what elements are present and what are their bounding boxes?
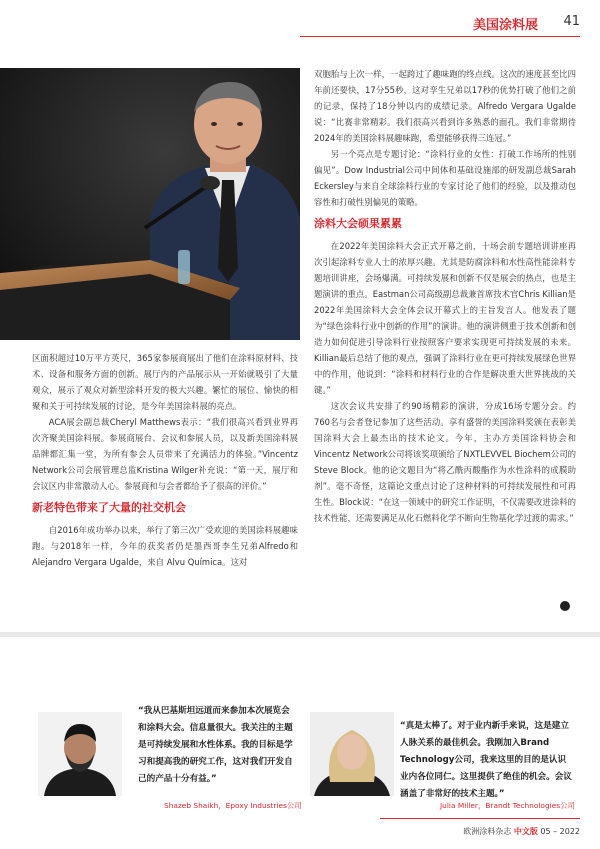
magazine-name: 欧洲涂料杂志 (463, 827, 512, 836)
quote-attribution: Shazeb Shaikh，Epoxy Industries公司 (164, 801, 302, 810)
paragraph: 另一个亮点是专题讨论：“涂料行业的女性：打破工作场所的性别偏见”。Dow Industrial公司中间体和基础设施部的研发副总裁Sarah Eckersley与来自全球涂料行业的专家讨论了他们的经验，以及推动包容性和打破性别偏见的策略。 (314, 149, 576, 207)
paragraph: 在2022年美国涂料大会正式开幕之前，十场会前专题培训讲座再次引起涂料专业人士的浓厚兴趣。尤其是防腐涂料和水性高性能涂料专题培训讲座，会场爆满。可持续发展和创新不仅是展会的热点，也是主题演讲的重点。Eastman公司高级副总裁兼首席技术官Chris Killian是2022年美国涂料大会全体会议开幕式上的主旨发言人。他发表了题为“绿色涂料行业中创新的作用”的演讲。他的演讲侧重于技术创新和创造力如何促进引导涂料行业按照客户要求实现更可持续发展的未来。Killian最后总结了他的观点，强调了涂料行业在更可持续发展绿色世界中的作用，他说到：“涂料和材料行业的合作是解决重大世界挑战的关键。” (314, 241, 576, 395)
quote-attribution: Julia Miller，Brandt Technologies公司 (440, 801, 575, 810)
quote-text: “真是太棒了。对于业内新手来说，这是建立人脉关系的最佳机会。我刚加入Brand Technology公司，我来这里的目的是认识业内各位同仁。这里提供了绝佳的机会。会议涵盖了非常好的技术主题。” (400, 721, 572, 799)
page-number: 41 (563, 14, 580, 29)
quote-text: “我从巴基斯坦远道而来参加本次展览会和涂料大会。信息量很大。我关注的主题是可持续发展和水性体系。我的目标是学习和提高我的研究工作，这对我们开发自己的产品十分有益。” (138, 706, 293, 784)
issue-label: 05 – 2022 (540, 827, 580, 836)
portrait-shazeb-shaikh (38, 712, 122, 796)
portrait-julia-miller (310, 712, 394, 796)
right-column (314, 66, 576, 526)
paragraph: 自2016年成功举办以来，举行了第三次广受欢迎的美国涂料展趣味跑。与2018年一样，今年的获奖者仍是墨西哥李生兄弟Alfredo和Alejandro Vergara Ugalde，来自 Alvu Química。这对 (32, 525, 298, 567)
end-marker-icon (560, 601, 570, 611)
paragraph: 双胞胎与上次一样，一起跨过了趣味跑的终点线。这次的速度甚至比四年前还要快，17分55秒，这对孪生兄弟以17秒的优势打破了他们之前的记录，保持了18分钟以内的成绩记录。Alfredo Vergara Ugalde说：“比赛非常精彩。我们很高兴看到许多熟悉的面孔。我们非常期待2024年的美国涂料展趣味跑，希望能够获得三连冠。” (314, 69, 576, 143)
footer (463, 826, 580, 837)
left-column (32, 350, 298, 570)
section-title: 美国涂料展 (472, 18, 538, 33)
section-heading: 新老特色带来了大量的社交机会 (32, 501, 186, 514)
footer-rule (380, 818, 580, 819)
section-divider (0, 632, 600, 637)
header-rule (300, 36, 580, 37)
paragraph: 区面积超过10万平方英尺，365家参展商展出了他们在涂料原材料、技术、设备和服务方面的创新。展厅内的产品展示从一开始就吸引了大量观众，展示了观众对新型涂料开发的极大兴趣。繁忙的展位、愉快的相聚和关于可持续发展的讨论，是今年美国涂料展的亮点。 (32, 353, 298, 411)
paragraph: 这次会议共安排了约90场精彩的演讲，分成16场专题分会。约760名与会者登记参加了这些活动。享有盛誉的美国涂料奖颁在表彰美国涂料大会上最杰出的技术论文。今年，主办方美国涂料协会和Vincentz Network公司将该奖项颁给了NXTLEVVEL Biochem公司的Steve Block。他的论文题目为“将乙酰丙酸酯作为水性涂料的成膜助剂”。毫不奇怪，这篇论文重点讨论了这种材料的可持续发展性和可再生性。Block说：“在这一领域中的研究工作证明，不仅需要改进涂料的技术性能，还需要满足从化石燃料化学不断向生物基化学过渡的需求。” (314, 401, 576, 523)
section-heading: 涂料大会硕果累累 (314, 217, 402, 230)
paragraph: ACA展会副总裁Cheryl Matthews表示：“我们很高兴看到业界再次齐聚美国涂料展。参展商展台、会议和参展人员，以及新美国涂料展品牌都汇集一堂，为所有参会人员带来了充满活力的体验。”Vincentz Network公司会展管理总监Kristina Wilger补充说：“第一天，展厅和会议区内非常激动人心。参展商和与会者都给予了很高的评价。” (32, 417, 298, 491)
speaker-photo (0, 68, 300, 340)
edition-label: 中文版 (513, 827, 538, 836)
